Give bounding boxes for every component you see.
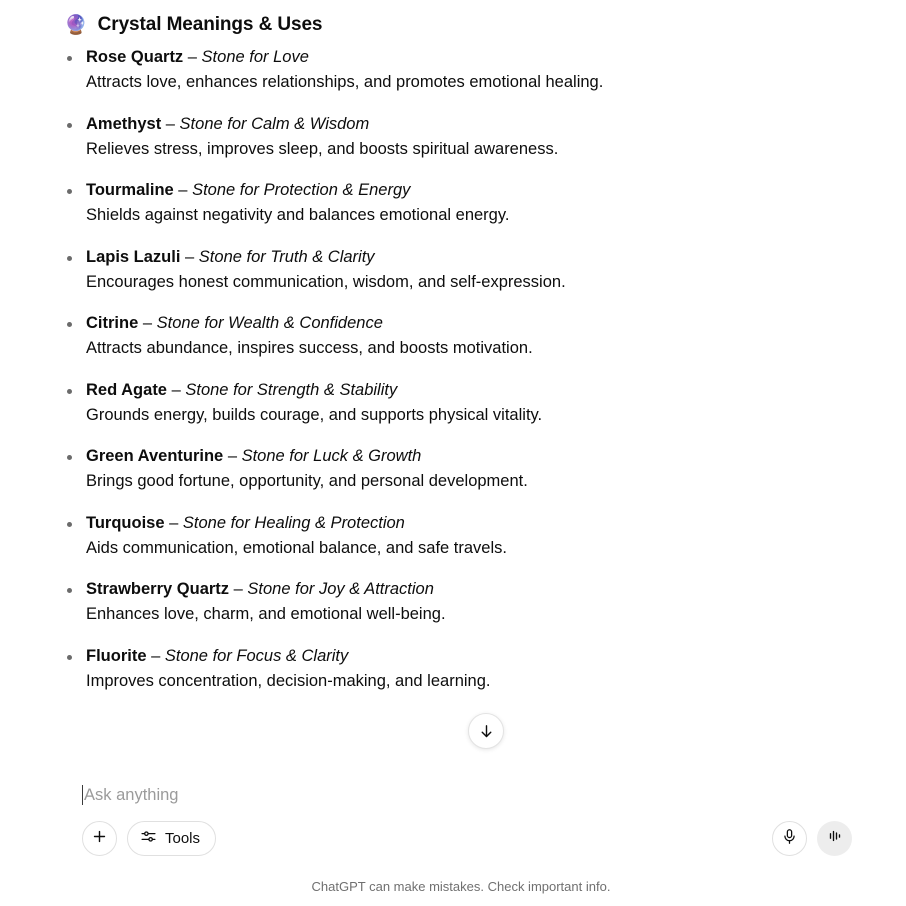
separator-dash: – — [180, 247, 199, 266]
crystal-description: Improves concentration, decision-making, and learning. — [86, 671, 491, 690]
list-item-heading — [86, 512, 866, 534]
list-item-heading — [86, 46, 866, 68]
list-item — [56, 312, 866, 360]
crystal-ball-icon: 🔮 — [64, 14, 88, 36]
search-input[interactable]: Ask anything — [84, 786, 179, 804]
separator-dash: – — [223, 447, 242, 465]
list-item — [56, 46, 866, 94]
separator-dash: – — [146, 646, 165, 665]
plus-icon — [91, 828, 108, 850]
separator-dash: – — [138, 314, 157, 332]
composer-inner — [56, 769, 866, 866]
list-item — [56, 179, 866, 227]
composer-toolbar-left — [82, 821, 216, 856]
separator-dash: – — [167, 380, 186, 399]
voice-mode-button[interactable] — [817, 821, 852, 856]
crystal-subtitle: Stone for Joy & Attraction — [247, 580, 434, 598]
crystal-name: Tourmaline — [86, 181, 174, 199]
microphone-icon — [781, 828, 798, 850]
crystal-description: Attracts love, enhances relationships, and promotes emotional healing. — [86, 73, 604, 91]
separator-dash: – — [183, 48, 202, 66]
separator-dash: – — [173, 181, 193, 199]
composer — [0, 769, 906, 866]
list-item-heading — [86, 379, 866, 401]
crystal-subtitle: Stone for Calm & Wisdom — [179, 114, 370, 133]
crystal-name: Turquoise — [86, 513, 165, 532]
separator-dash: – — [164, 513, 183, 532]
tools-button[interactable] — [127, 821, 216, 856]
crystal-subtitle: Stone for Healing & Protection — [182, 513, 405, 532]
voice-waveform-icon — [826, 827, 844, 850]
crystal-name: Amethyst — [86, 114, 162, 133]
crystal-description: Shields against negativity and balances emotional energy. — [86, 206, 510, 224]
text-caret — [82, 785, 83, 805]
add-attachment-button[interactable] — [82, 821, 117, 856]
crystal-subtitle: Stone for Luck & Growth — [241, 447, 422, 465]
list-item — [56, 645, 866, 693]
crystal-list — [56, 46, 866, 693]
list-item — [56, 379, 866, 427]
crystal-subtitle: Stone for Focus & Clarity — [164, 646, 349, 665]
scroll-to-bottom-button[interactable] — [468, 713, 504, 749]
microphone-button[interactable] — [772, 821, 807, 856]
crystal-description: Aids communication, emotional balance, and safe travels. — [86, 538, 507, 557]
crystal-description: Enhances love, charm, and emotional well-being. — [86, 605, 446, 623]
list-item — [56, 113, 866, 161]
list-item — [56, 246, 866, 294]
crystal-description: Grounds energy, builds courage, and supports physical vitality. — [86, 405, 543, 424]
list-item — [56, 445, 866, 493]
crystal-name: Rose Quartz — [86, 48, 184, 66]
composer-input-row[interactable] — [56, 777, 866, 811]
footer-disclaimer-text: ChatGPT can make mistakes. Check important info. — [311, 879, 611, 894]
crystal-name: Lapis Lazuli — [86, 247, 181, 266]
list-item-heading — [86, 645, 866, 667]
list-item-heading — [86, 113, 866, 135]
crystal-subtitle: Stone for Love — [201, 48, 309, 66]
crystal-name: Citrine — [86, 314, 139, 332]
page-title-text: Crystal Meanings & Uses — [97, 14, 323, 35]
crystal-description: Encourages honest communication, wisdom, and self-expression. — [86, 272, 566, 291]
separator-dash: – — [229, 580, 248, 598]
crystal-name: Strawberry Quartz — [86, 580, 230, 598]
composer-toolbar — [56, 811, 866, 866]
list-item-heading — [86, 312, 866, 334]
crystal-subtitle: Stone for Strength & Stability — [185, 380, 398, 399]
crystal-subtitle: Stone for Protection & Energy — [192, 181, 411, 199]
list-item-heading — [86, 179, 866, 201]
tools-button-label: Tools — [165, 830, 201, 847]
composer-toolbar-right — [772, 821, 852, 856]
crystal-name: Fluorite — [86, 646, 147, 665]
separator-dash: – — [161, 114, 180, 133]
crystal-description: Brings good fortune, opportunity, and personal development. — [86, 472, 528, 490]
arrow-down-icon — [478, 723, 495, 740]
list-item-heading — [86, 578, 866, 600]
crystal-name: Red Agate — [86, 380, 167, 399]
page-title — [64, 14, 866, 36]
crystal-subtitle: Stone for Wealth & Confidence — [156, 314, 383, 332]
crystal-description: Relieves stress, improves sleep, and boosts spiritual awareness. — [86, 139, 559, 158]
sliders-icon — [140, 828, 157, 850]
footer-disclaimer — [0, 879, 906, 894]
list-item-heading — [86, 246, 866, 268]
crystal-description: Attracts abundance, inspires success, and boosts motivation. — [86, 339, 533, 357]
crystal-subtitle: Stone for Truth & Clarity — [198, 247, 375, 266]
list-item — [56, 578, 866, 626]
list-item — [56, 512, 866, 560]
crystal-name: Green Aventurine — [86, 447, 224, 465]
list-item-heading — [86, 445, 866, 467]
